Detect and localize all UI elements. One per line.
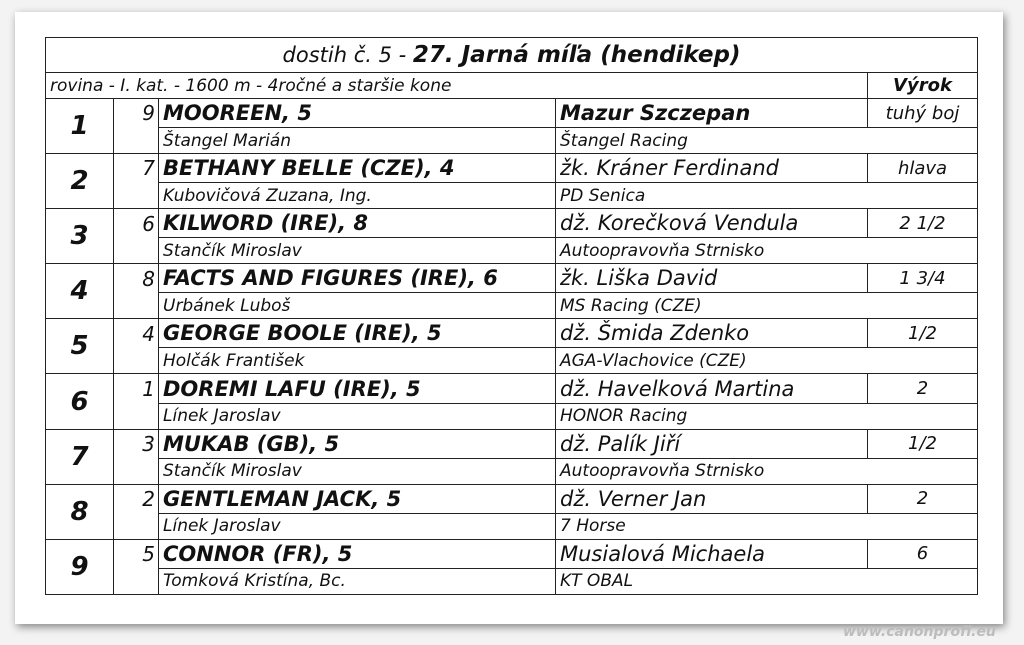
race-conditions: rovina - I. kat. - 1600 m - 4ročné a staršie kone [46, 73, 868, 99]
result-margin: 1/2 [868, 319, 978, 348]
jockey-name: dž. Havelková Martina [556, 374, 868, 403]
blank-cell [114, 513, 159, 539]
blank-cell [114, 403, 159, 429]
trainer-name: Urbánek Luboš [159, 293, 556, 319]
result-row [46, 209, 978, 238]
result-margin: 1/2 [868, 429, 978, 458]
horse-number: 1 [114, 374, 159, 403]
blank-cell [114, 128, 159, 154]
trainer-name: Štangel Marián [159, 128, 556, 154]
result-row [46, 154, 978, 183]
result-row-details [46, 513, 978, 539]
result-row-details [46, 238, 978, 264]
trainer-name: Línek Jaroslav [159, 403, 556, 429]
blank-cell [114, 348, 159, 374]
trainer-name: Stančík Miroslav [159, 238, 556, 264]
race-title [46, 38, 978, 73]
horse-number: 3 [114, 429, 159, 458]
result-row [46, 429, 978, 458]
watermark: www.canonprofi.eu [843, 624, 996, 640]
owner-name: Štangel Racing [556, 128, 978, 154]
result-row-details [46, 403, 978, 429]
horse-number: 5 [114, 539, 159, 568]
result-row [46, 99, 978, 128]
horse-name: MOOREEN, 5 [159, 99, 556, 128]
owner-name: MS Racing (CZE) [556, 293, 978, 319]
result-row-details [46, 348, 978, 374]
owner-name: HONOR Racing [556, 403, 978, 429]
horse-name: FACTS AND FIGURES (IRE), 6 [159, 264, 556, 293]
result-column-header: Výrok [868, 73, 978, 99]
result-row [46, 319, 978, 348]
place-number: 5 [46, 319, 114, 374]
horse-name: GENTLEMAN JACK, 5 [159, 484, 556, 513]
race-name: 27. Jarná míľa (hendikep) [412, 42, 741, 69]
owner-name: Autoopravovňa Strnisko [556, 238, 978, 264]
result-margin: 2 [868, 484, 978, 513]
place-number: 1 [46, 99, 114, 154]
owner-name: PD Senica [556, 183, 978, 209]
jockey-name: Mazur Szczepan [556, 99, 868, 128]
blank-cell [114, 568, 159, 594]
place-number: 9 [46, 539, 114, 594]
trainer-name: Línek Jaroslav [159, 513, 556, 539]
horse-number: 9 [114, 99, 159, 128]
result-row-details [46, 568, 978, 594]
trainer-name: Kubovičová Zuzana, Ing. [159, 183, 556, 209]
race-results-table [45, 37, 978, 595]
result-margin: 6 [868, 539, 978, 568]
result-row [46, 264, 978, 293]
blank-cell [114, 458, 159, 484]
result-row [46, 539, 978, 568]
blank-cell [114, 183, 159, 209]
place-number: 7 [46, 429, 114, 484]
jockey-name: dž. Šmida Zdenko [556, 319, 868, 348]
trainer-name: Tomková Kristína, Bc. [159, 568, 556, 594]
place-number: 3 [46, 209, 114, 264]
place-number: 6 [46, 374, 114, 429]
owner-name: 7 Horse [556, 513, 978, 539]
jockey-name: Musialová Michaela [556, 539, 868, 568]
horse-name: CONNOR (FR), 5 [159, 539, 556, 568]
place-number: 4 [46, 264, 114, 319]
owner-name: Autoopravovňa Strnisko [556, 458, 978, 484]
result-row [46, 484, 978, 513]
place-number: 8 [46, 484, 114, 539]
horse-name: GEORGE BOOLE (IRE), 5 [159, 319, 556, 348]
owner-name: KT OBAL [556, 568, 978, 594]
horse-number: 8 [114, 264, 159, 293]
result-margin: 2 1/2 [868, 209, 978, 238]
horse-number: 2 [114, 484, 159, 513]
trainer-name: Holčák František [159, 348, 556, 374]
race-prefix: dostih č. 5 - [282, 43, 413, 68]
trainer-name: Stančík Miroslav [159, 458, 556, 484]
result-row-details [46, 128, 978, 154]
result-margin: hlava [868, 154, 978, 183]
owner-name: AGA-Vlachovice (CZE) [556, 348, 978, 374]
jockey-name: žk. Kráner Ferdinand [556, 154, 868, 183]
jockey-name: žk. Liška David [556, 264, 868, 293]
jockey-name: dž. Palík Jiří [556, 429, 868, 458]
horse-number: 4 [114, 319, 159, 348]
blank-cell [114, 293, 159, 319]
result-row [46, 374, 978, 403]
result-row-details [46, 183, 978, 209]
result-margin: 2 [868, 374, 978, 403]
jockey-name: dž. Korečková Vendula [556, 209, 868, 238]
blank-cell [114, 238, 159, 264]
result-row-details [46, 293, 978, 319]
horse-number: 6 [114, 209, 159, 238]
horse-name: DOREMI LAFU (IRE), 5 [159, 374, 556, 403]
result-margin: 1 3/4 [868, 264, 978, 293]
result-row-details [46, 458, 978, 484]
horse-number: 7 [114, 154, 159, 183]
horse-name: KILWORD (IRE), 8 [159, 209, 556, 238]
horse-name: MUKAB (GB), 5 [159, 429, 556, 458]
place-number: 2 [46, 154, 114, 209]
horse-name: BETHANY BELLE (CZE), 4 [159, 154, 556, 183]
result-margin: tuhý boj [868, 99, 978, 128]
jockey-name: dž. Verner Jan [556, 484, 868, 513]
